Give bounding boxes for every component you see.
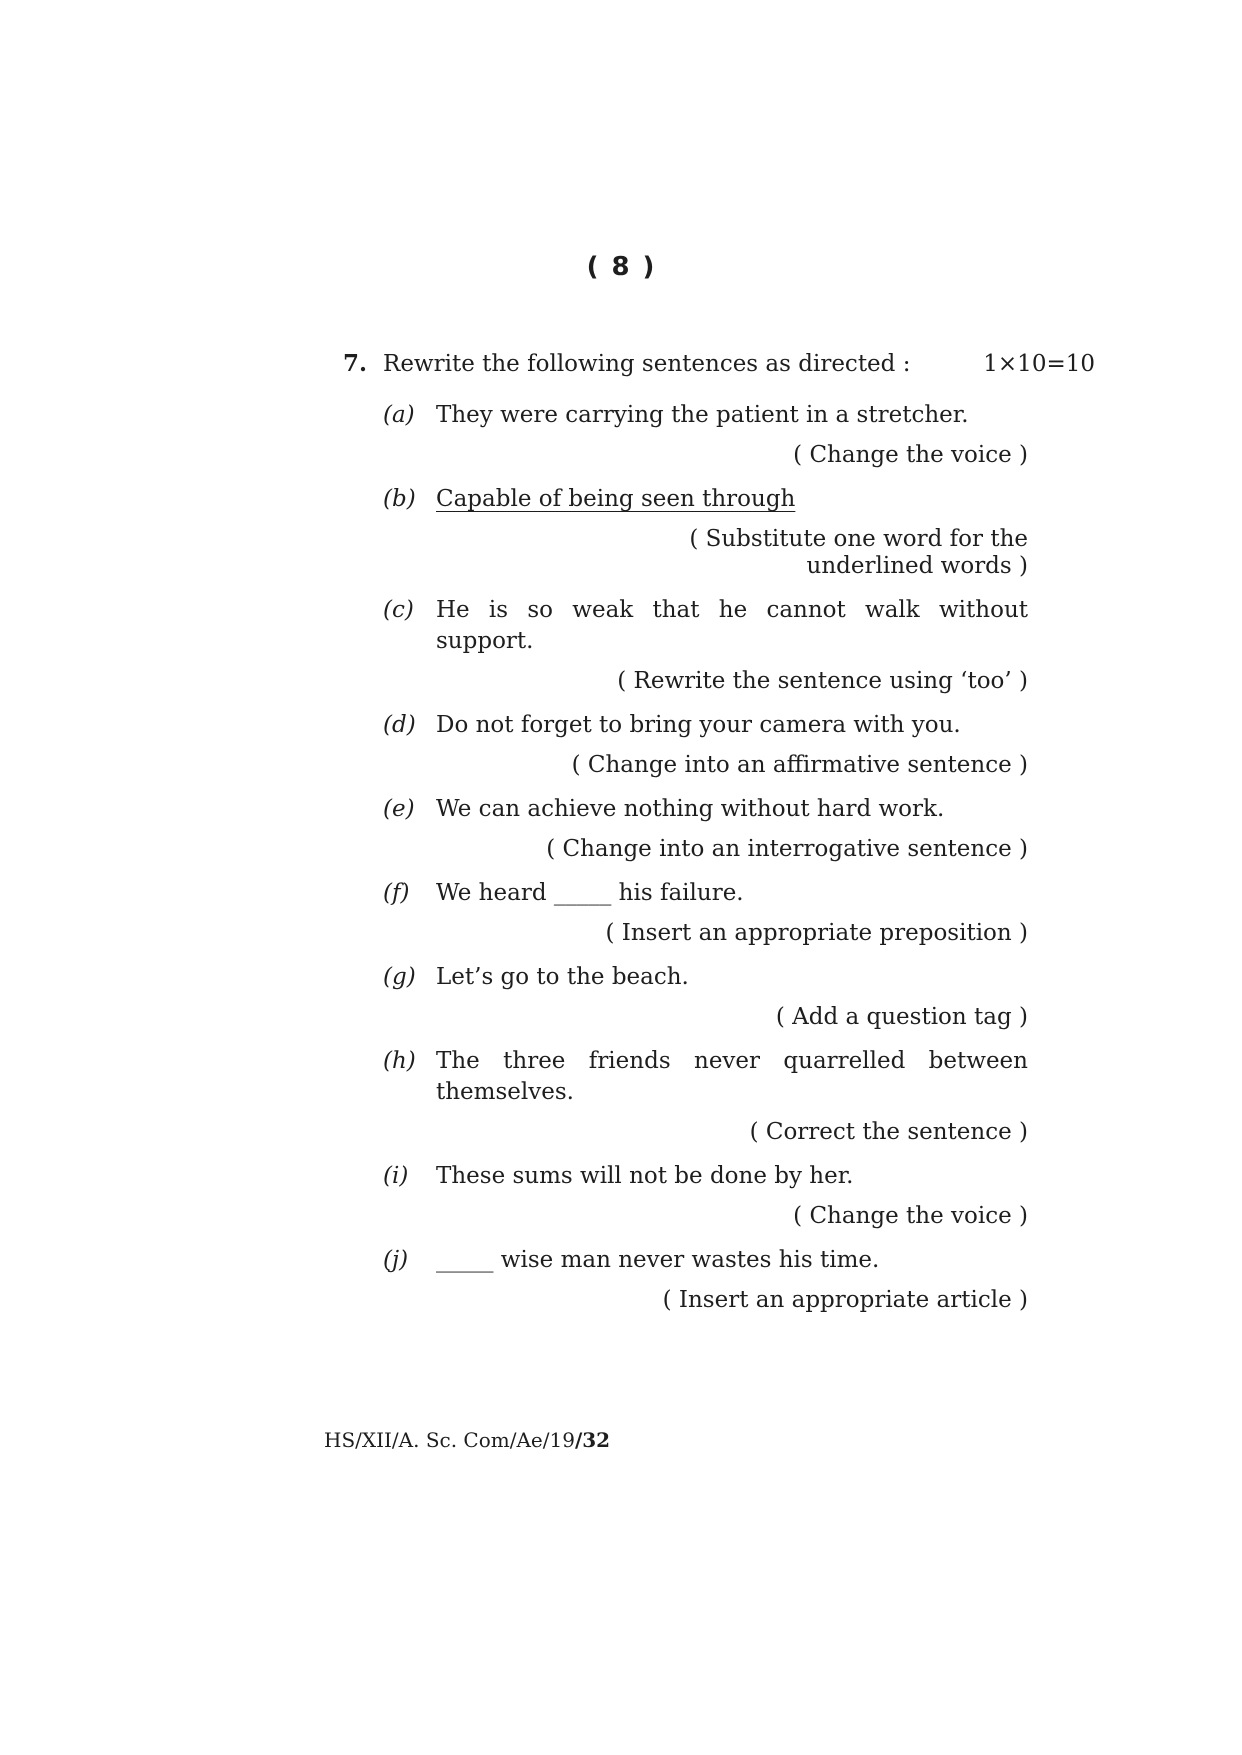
item-sentence: The three friends never quarrelled between themselves. [436,1048,1028,1105]
item-label: (f) [383,880,410,906]
question-item-i [383,1161,1028,1230]
question-item-h [383,1046,1028,1146]
item-label: (g) [383,964,416,990]
question-item-f [383,878,1028,947]
page-number-close: ) [642,252,656,282]
item-sentence: We heard _____ his failure. [436,880,744,906]
item-direction: ( Change into an interrogative sentence ) [546,836,1028,862]
item-direction: ( Change into an affirmative sentence ) [571,752,1028,778]
item-sentence: _____ wise man never wastes his time. [436,1247,880,1273]
item-label: (i) [383,1163,409,1189]
item-sentence: We can achieve nothing without hard work. [436,796,945,822]
item-sentence: Do not forget to bring your camera with you. [436,712,961,738]
item-label: (e) [383,796,415,822]
question-item-g [383,962,1028,1031]
underlined-words: Capable of being seen through [436,486,796,512]
item-direction: ( Insert an appropriate article ) [662,1287,1028,1313]
item-sentence [436,484,1028,515]
question-item-d [383,710,1028,779]
item-label: (c) [383,597,414,623]
item-sentence: They were carrying the patient in a stretcher. [436,402,969,428]
question-items [383,400,1028,1329]
paper-code-footer [324,1428,610,1452]
item-direction: ( Insert an appropriate preposition ) [605,920,1028,946]
item-sentence: He is so weak that he cannot walk without support. [436,597,1028,654]
page-number-open: ( [586,252,600,282]
item-label: (d) [383,712,416,738]
question-number: 7. [343,350,368,377]
page-number [0,252,1242,282]
item-direction: ( Add a question tag ) [775,1004,1028,1030]
item-sentence: These sums will not be done by her. [436,1163,854,1189]
item-label: (h) [383,1048,416,1074]
question-item-j [383,1245,1028,1314]
item-label: (b) [383,486,416,512]
item-direction-line-2: underlined words ) [806,553,1028,579]
question-instruction: Rewrite the following sentences as directed : [383,351,911,377]
question-item-e [383,794,1028,863]
question-marks: 1×10=10 [983,351,1095,377]
item-direction: ( Change the voice ) [793,1203,1028,1229]
paper-code: HS/XII/A. Sc. Com/Ae/19 [324,1428,575,1452]
page-number-value: 8 [611,252,631,282]
item-label: (a) [383,402,415,428]
item-sentence: Let’s go to the beach. [436,964,689,990]
item-direction-line-1: ( Substitute one word for the [689,526,1028,552]
item-direction: ( Rewrite the sentence using ‘too’ ) [617,668,1028,694]
item-label: (j) [383,1247,409,1273]
question-item-a [383,400,1028,469]
question-item-b [383,484,1028,580]
paper-page-ref: /32 [574,1428,611,1452]
question-item-c [383,595,1028,695]
item-direction: ( Change the voice ) [793,442,1028,468]
item-direction: ( Correct the sentence ) [749,1119,1028,1145]
item-direction [383,526,1028,580]
